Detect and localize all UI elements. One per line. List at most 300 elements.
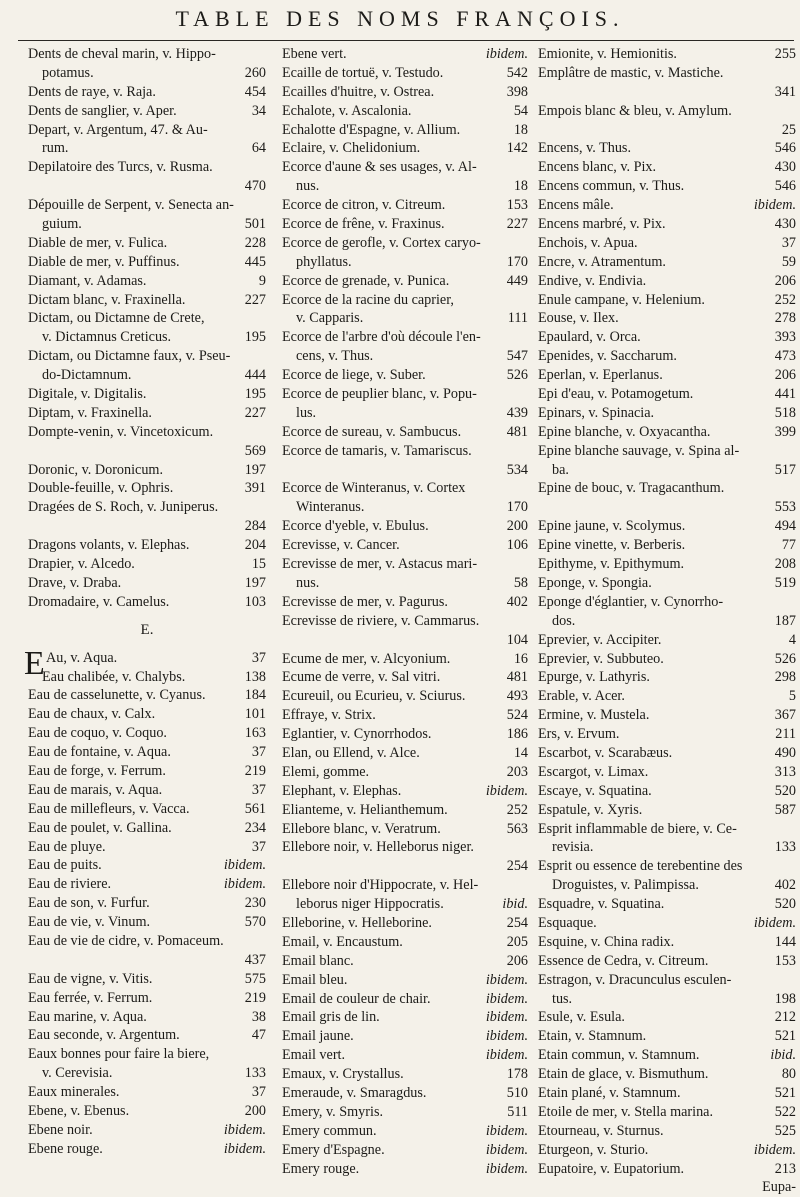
page-number: 391 bbox=[244, 480, 266, 497]
entry-term: Dépouille de Serpent, v. Senecta an- bbox=[28, 197, 234, 214]
entry-term: nus. bbox=[296, 574, 320, 591]
page-number: 481 bbox=[506, 423, 528, 440]
page-number: 80 bbox=[781, 1066, 796, 1083]
index-entry bbox=[28, 461, 266, 480]
index-entry bbox=[28, 555, 266, 574]
entry-term: Eprevier, v. Accipiter. bbox=[538, 631, 662, 648]
index-entry bbox=[282, 45, 528, 64]
index-entry bbox=[28, 932, 266, 951]
entry-term: Esquadre, v. Squatina. bbox=[538, 896, 665, 913]
entry-term: Ecorce de la racine du caprier, bbox=[282, 291, 454, 308]
index-entry bbox=[538, 1084, 796, 1103]
page-number: ibidem. bbox=[485, 1160, 528, 1177]
index-entry bbox=[282, 763, 528, 782]
entry-term: Emplâtre de mastic, v. Mastiche. bbox=[538, 64, 724, 81]
index-entry bbox=[282, 1141, 528, 1160]
entry-term: Drave, v. Draba. bbox=[28, 574, 122, 591]
page-number: 186 bbox=[506, 726, 528, 743]
index-entry bbox=[282, 593, 528, 612]
index-entry bbox=[28, 724, 266, 743]
entry-term: tus. bbox=[552, 990, 573, 1007]
entry-term: Ecailles d'huitre, v. Ostrea. bbox=[282, 83, 435, 100]
entry-term: v. Dictamnus Creticus. bbox=[42, 329, 172, 346]
page-number: 454 bbox=[244, 83, 266, 100]
index-entry bbox=[28, 838, 266, 857]
page-number: 212 bbox=[774, 1009, 796, 1026]
entry-term: Etoile de mer, v. Stella marina. bbox=[538, 1103, 714, 1120]
entry-term: Ecorce de peuplier blanc, v. Popu- bbox=[282, 386, 477, 403]
index-entry bbox=[28, 64, 266, 83]
index-entry bbox=[538, 177, 796, 196]
page-number: 473 bbox=[774, 348, 796, 365]
index-entry bbox=[28, 385, 266, 404]
entry-term: Esquaque. bbox=[538, 914, 597, 931]
page-number: 525 bbox=[774, 1122, 796, 1139]
entry-term: Eau de riviere. bbox=[28, 876, 112, 893]
index-entry bbox=[28, 196, 266, 215]
index-entry bbox=[282, 102, 528, 121]
entry-term: Essence de Cedra, v. Citreum. bbox=[538, 952, 709, 969]
page-number: 144 bbox=[774, 933, 796, 950]
index-entry bbox=[538, 1160, 796, 1179]
page-number: 430 bbox=[774, 159, 796, 176]
index-entry bbox=[282, 990, 528, 1009]
index-entry bbox=[28, 781, 266, 800]
page-number: 153 bbox=[506, 197, 528, 214]
index-column-2 bbox=[282, 45, 528, 1177]
page-number: 198 bbox=[774, 990, 796, 1007]
index-entry bbox=[538, 857, 796, 876]
page-number: 163 bbox=[244, 725, 266, 742]
page-number: 197 bbox=[244, 574, 266, 591]
page-number: 252 bbox=[774, 291, 796, 308]
entry-term: Eupatoire, v. Eupatorium. bbox=[538, 1160, 685, 1177]
page-number: ibidem. bbox=[485, 1047, 528, 1064]
page-number: ibidem. bbox=[485, 782, 528, 799]
page-reference-continuation bbox=[538, 498, 796, 517]
page-number: 393 bbox=[774, 329, 796, 346]
page-number: ibidem. bbox=[485, 990, 528, 1007]
entry-term: Doronic, v. Doronicum. bbox=[28, 461, 164, 478]
entry-term: Diptam, v. Fraxinella. bbox=[28, 404, 152, 421]
entry-term: Ecorce de gerofle, v. Cortex caryo- bbox=[282, 234, 481, 251]
entry-term: Ellebore noir, v. Helleborus niger. bbox=[282, 839, 474, 856]
index-entry bbox=[538, 612, 796, 631]
index-entry bbox=[282, 328, 528, 347]
index-entry bbox=[28, 309, 266, 328]
index-entry bbox=[538, 1141, 796, 1160]
index-entry bbox=[538, 64, 796, 83]
entry-term: Email jaune. bbox=[282, 1028, 354, 1045]
page-number: 570 bbox=[244, 914, 266, 931]
page-number: ibidem. bbox=[485, 971, 528, 988]
index-entry bbox=[538, 404, 796, 423]
page-number: 519 bbox=[774, 574, 796, 591]
entry-term: Ermine, v. Mustela. bbox=[538, 707, 650, 724]
page-number: 234 bbox=[244, 819, 266, 836]
entry-term: Epine de bouc, v. Tragacanthum. bbox=[538, 480, 725, 497]
page-number: 575 bbox=[244, 970, 266, 987]
index-entry bbox=[538, 782, 796, 801]
index-entry bbox=[28, 291, 266, 310]
index-entry bbox=[538, 1103, 796, 1122]
entry-term: Ebene rouge. bbox=[28, 1140, 103, 1157]
index-entry bbox=[282, 196, 528, 215]
entry-term: Digitale, v. Digitalis. bbox=[28, 386, 147, 403]
entry-term: Eau chalibée, v. Chalybs. bbox=[42, 668, 186, 685]
index-entry bbox=[282, 83, 528, 102]
entry-term: Estragon, v. Dracunculus esculen- bbox=[538, 971, 732, 988]
index-entry bbox=[538, 253, 796, 272]
entry-term: E. bbox=[140, 621, 154, 638]
page-number: ibidem. bbox=[223, 1140, 266, 1157]
page-number: 204 bbox=[244, 537, 266, 554]
index-entry bbox=[538, 914, 796, 933]
entry-term: Ecorce de l'arbre d'où découle l'en- bbox=[282, 329, 481, 346]
entry-term: Email blanc. bbox=[282, 952, 354, 969]
index-entry bbox=[538, 291, 796, 310]
page-number: 521 bbox=[774, 1084, 796, 1101]
entry-term: Eau de forge, v. Ferrum. bbox=[28, 762, 166, 779]
page-number: 228 bbox=[244, 234, 266, 251]
page-number: 518 bbox=[774, 404, 796, 421]
index-entry bbox=[538, 45, 796, 64]
index-entry bbox=[28, 1026, 266, 1045]
page-number: 195 bbox=[244, 329, 266, 346]
page-reference-continuation bbox=[28, 951, 266, 970]
index-entry bbox=[282, 442, 528, 461]
page-number: 153 bbox=[774, 952, 796, 969]
entry-term: Dictam, ou Dictamne de Crete, bbox=[28, 310, 205, 327]
page-number: ibidem. bbox=[485, 1009, 528, 1026]
page-number: ibidem. bbox=[753, 914, 796, 931]
index-column-1 bbox=[24, 45, 266, 1157]
index-entry bbox=[282, 177, 528, 196]
page-reference-continuation bbox=[538, 121, 796, 140]
index-entry bbox=[538, 442, 796, 461]
index-entry bbox=[282, 139, 528, 158]
page-reference-continuation bbox=[282, 461, 528, 480]
page-number: 37 bbox=[251, 781, 266, 798]
index-entry bbox=[28, 574, 266, 593]
page-number: 133 bbox=[244, 1065, 266, 1082]
page-number: 526 bbox=[506, 367, 528, 384]
entry-term: Emery d'Espagne. bbox=[282, 1141, 385, 1158]
index-entry bbox=[538, 1008, 796, 1027]
entry-term: Etain plané, v. Stamnum. bbox=[538, 1084, 681, 1101]
index-entry bbox=[28, 347, 266, 366]
page-number: 170 bbox=[506, 253, 528, 270]
index-entry bbox=[28, 894, 266, 913]
page-number: 517 bbox=[774, 461, 796, 478]
entry-term: ba. bbox=[552, 461, 569, 478]
page-number: 437 bbox=[244, 951, 266, 968]
entry-term: Epine blanche, v. Oxyacantha. bbox=[538, 423, 711, 440]
entry-term: Etourneau, v. Sturnus. bbox=[538, 1122, 664, 1139]
index-entry bbox=[28, 498, 266, 517]
entry-term: Eau de casselunette, v. Cyanus. bbox=[28, 687, 206, 704]
entry-term: Drapier, v. Alcedo. bbox=[28, 556, 135, 573]
index-entry bbox=[538, 139, 796, 158]
entry-term: Ecrevisse, v. Cancer. bbox=[282, 537, 400, 554]
page-number: 439 bbox=[506, 404, 528, 421]
index-entry bbox=[538, 158, 796, 177]
index-entry bbox=[538, 990, 796, 1009]
entry-term: Dragons volants, v. Elephas. bbox=[28, 537, 190, 554]
entry-term: Encens marbré, v. Pix. bbox=[538, 216, 666, 233]
page-number: 37 bbox=[251, 744, 266, 761]
index-entry bbox=[28, 1083, 266, 1102]
entry-term: Encens mâle. bbox=[538, 197, 614, 214]
entry-term: Ecorce de liege, v. Suber. bbox=[282, 367, 426, 384]
index-entry bbox=[538, 763, 796, 782]
entry-term: Elephant, v. Elephas. bbox=[282, 782, 402, 799]
entry-term: do-Dictamnum. bbox=[42, 367, 132, 384]
entry-term: Ecorce d'aune & ses usages, v. Al- bbox=[282, 159, 477, 176]
entry-term: Etain commun, v. Stamnum. bbox=[538, 1047, 700, 1064]
entry-term: Ebene noir. bbox=[28, 1121, 93, 1138]
page-number: 561 bbox=[244, 800, 266, 817]
header-rule bbox=[18, 40, 794, 41]
index-entry bbox=[28, 234, 266, 253]
entry-term: Escargot, v. Limax. bbox=[538, 763, 649, 780]
entry-term: Epithyme, v. Epithymum. bbox=[538, 556, 685, 573]
entry-term: nus. bbox=[296, 178, 320, 195]
page-number: 37 bbox=[251, 649, 266, 666]
index-entry bbox=[282, 876, 528, 895]
entry-term: potamus. bbox=[42, 64, 94, 81]
index-entry bbox=[28, 102, 266, 121]
index-entry bbox=[538, 820, 796, 839]
page-number: 367 bbox=[774, 707, 796, 724]
entry-term: Emionite, v. Hemionitis. bbox=[538, 46, 677, 62]
page-number: 227 bbox=[244, 291, 266, 308]
index-entry bbox=[282, 309, 528, 328]
entry-term: Au, v. Aqua. bbox=[46, 649, 118, 666]
index-entry bbox=[538, 196, 796, 215]
page-number: 563 bbox=[506, 820, 528, 837]
index-entry bbox=[282, 706, 528, 725]
entry-term: Eau de vigne, v. Vitis. bbox=[28, 970, 153, 987]
index-entry bbox=[282, 234, 528, 253]
index-entry bbox=[282, 404, 528, 423]
page-number: 170 bbox=[506, 499, 528, 516]
entry-term: Epurge, v. Lathyris. bbox=[538, 669, 650, 686]
index-entry bbox=[538, 461, 796, 480]
entry-term: Ecume de mer, v. Alcyonium. bbox=[282, 650, 451, 667]
entry-term: lus. bbox=[296, 404, 317, 421]
entry-term: v. Cerevisia. bbox=[42, 1065, 113, 1082]
entry-term: Encens commun, v. Thus. bbox=[538, 178, 685, 195]
page-reference-continuation bbox=[28, 177, 266, 196]
entry-term: Encre, v. Atramentum. bbox=[538, 253, 666, 270]
entry-term: guium. bbox=[42, 216, 82, 233]
page-number: 520 bbox=[774, 896, 796, 913]
index-entry bbox=[28, 800, 266, 819]
index-entry bbox=[538, 385, 796, 404]
entry-term: Eponge d'églantier, v. Cynorrho- bbox=[538, 593, 724, 610]
index-entry bbox=[538, 347, 796, 366]
entry-term: Eau de marais, v. Aqua. bbox=[28, 781, 163, 798]
page-number: 211 bbox=[775, 726, 796, 743]
entry-term: Epaulard, v. Orca. bbox=[538, 329, 641, 346]
index-entry bbox=[282, 215, 528, 234]
page-number: 18 bbox=[513, 178, 528, 195]
page-number: 298 bbox=[774, 669, 796, 686]
entry-term: Ecorce de Winteranus, v. Cortex bbox=[282, 480, 466, 497]
index-entry bbox=[28, 158, 266, 177]
index-entry bbox=[538, 1046, 796, 1065]
entry-term: Dromadaire, v. Camelus. bbox=[28, 593, 170, 610]
index-entry bbox=[538, 1065, 796, 1084]
entry-term: Epenides, v. Saccharum. bbox=[538, 348, 677, 365]
index-entry bbox=[28, 593, 266, 612]
entry-term: Epinars, v. Spinacia. bbox=[538, 404, 655, 421]
entry-term: Echalote, v. Ascalonia. bbox=[282, 102, 412, 119]
entry-term: Eau seconde, v. Argentum. bbox=[28, 1027, 180, 1044]
entry-term: Dents de sanglier, v. Aper. bbox=[28, 102, 177, 119]
page-number: 34 bbox=[251, 102, 266, 119]
index-entry bbox=[282, 971, 528, 990]
index-entry bbox=[28, 856, 266, 875]
page-number: 16 bbox=[513, 650, 528, 667]
index-entry bbox=[538, 234, 796, 253]
page-number: 227 bbox=[506, 216, 528, 233]
page-number: ibidem. bbox=[223, 857, 266, 874]
index-entry bbox=[538, 706, 796, 725]
page-number: 14 bbox=[513, 744, 528, 761]
index-entry bbox=[538, 272, 796, 291]
index-entry bbox=[538, 725, 796, 744]
page-number: 64 bbox=[251, 140, 266, 157]
entry-term: Eaux minerales. bbox=[28, 1084, 120, 1101]
page-number: 399 bbox=[774, 423, 796, 440]
page-number: 106 bbox=[506, 537, 528, 554]
page-number: 501 bbox=[244, 216, 266, 233]
page-number: 284 bbox=[244, 518, 266, 535]
page-number: 470 bbox=[244, 178, 266, 195]
entry-term: Droguistes, v. Palimpissa. bbox=[552, 877, 699, 894]
entry-term: Ecrevisse de riviere, v. Cammarus. bbox=[282, 612, 480, 629]
entry-term: Ecume de verre, v. Sal vitri. bbox=[282, 669, 441, 686]
index-entry bbox=[28, 366, 266, 385]
index-entry bbox=[282, 498, 528, 517]
page-number: 104 bbox=[506, 631, 528, 648]
entry-term: Ebene vert. bbox=[282, 46, 347, 62]
page-reference-continuation bbox=[28, 442, 266, 461]
index-entry bbox=[538, 650, 796, 669]
page-number: 490 bbox=[774, 744, 796, 761]
section-letter-heading bbox=[28, 621, 266, 640]
page-number: ibidem. bbox=[485, 1028, 528, 1045]
index-entry bbox=[282, 914, 528, 933]
index-entry bbox=[282, 385, 528, 404]
index-entry bbox=[538, 536, 796, 555]
entry-term: Eau de pluye. bbox=[28, 838, 106, 855]
page-number: 206 bbox=[774, 272, 796, 289]
index-entry bbox=[282, 933, 528, 952]
index-entry bbox=[28, 423, 266, 442]
index-entry bbox=[282, 650, 528, 669]
entry-term: Dompte-venin, v. Vincetoxicum. bbox=[28, 423, 214, 440]
entry-term: Ecorce de frêne, v. Fraxinus. bbox=[282, 216, 445, 233]
entry-term: Emery rouge. bbox=[282, 1160, 360, 1177]
page-number: ibid. bbox=[770, 1047, 796, 1064]
page-number: 184 bbox=[244, 687, 266, 704]
page-number: ibidem. bbox=[753, 197, 796, 214]
entry-term: Epine vinette, v. Berberis. bbox=[538, 537, 686, 554]
index-entry bbox=[28, 328, 266, 347]
entry-term: Diable de mer, v. Fulica. bbox=[28, 234, 168, 251]
entry-term: Ecorce de grenade, v. Punica. bbox=[282, 272, 450, 289]
index-entry bbox=[28, 970, 266, 989]
index-entry bbox=[538, 687, 796, 706]
index-entry bbox=[282, 895, 528, 914]
page-number: 227 bbox=[244, 404, 266, 421]
page-number: 402 bbox=[774, 877, 796, 894]
entry-term: Eau de coquo, v. Coquo. bbox=[28, 725, 167, 742]
entry-term: Depilatoire des Turcs, v. Rusma. bbox=[28, 159, 213, 176]
index-entry bbox=[538, 423, 796, 442]
index-entry bbox=[538, 952, 796, 971]
entry-term: Eau de vie de cidre, v. Pomaceum. bbox=[28, 932, 224, 949]
page-number: 200 bbox=[244, 1102, 266, 1119]
entry-term: Eau de poulet, v. Gallina. bbox=[28, 819, 172, 836]
index-entry bbox=[28, 875, 266, 894]
index-entry bbox=[282, 64, 528, 83]
entry-term: Eouse, v. Ilex. bbox=[538, 310, 619, 327]
index-entry bbox=[538, 1122, 796, 1141]
entry-term: Endive, v. Endivia. bbox=[538, 272, 647, 289]
page-number: 444 bbox=[244, 367, 266, 384]
index-entry bbox=[538, 801, 796, 820]
page-number: 205 bbox=[506, 933, 528, 950]
entry-term: Ellebore noir d'Hippocrate, v. Hel- bbox=[282, 877, 479, 894]
index-entry bbox=[28, 139, 266, 158]
index-entry bbox=[538, 574, 796, 593]
page-number: 230 bbox=[244, 895, 266, 912]
entry-term: Escaye, v. Squatina. bbox=[538, 782, 652, 799]
entry-term: Ers, v. Ervum. bbox=[538, 726, 620, 743]
index-entry bbox=[282, 366, 528, 385]
index-entry bbox=[282, 1122, 528, 1141]
page-number: 187 bbox=[774, 612, 796, 629]
entry-term: Eaux bonnes pour faire la biere, bbox=[28, 1046, 210, 1063]
index-entry bbox=[538, 517, 796, 536]
page-number: 37 bbox=[251, 1084, 266, 1101]
index-entry bbox=[282, 347, 528, 366]
index-entry bbox=[538, 744, 796, 763]
index-entry bbox=[538, 555, 796, 574]
index-entry bbox=[282, 1160, 528, 1179]
page-number: 524 bbox=[506, 707, 528, 724]
entry-term: Encens, v. Thus. bbox=[538, 140, 631, 157]
entry-term: Eau marine, v. Aqua. bbox=[28, 1008, 147, 1025]
entry-term: Echalotte d'Espagne, v. Allium. bbox=[282, 121, 461, 138]
page-number: 520 bbox=[774, 782, 796, 799]
index-entry bbox=[538, 876, 796, 895]
index-entry bbox=[28, 404, 266, 423]
index-entry bbox=[28, 215, 266, 234]
entry-term: Encens blanc, v. Pix. bbox=[538, 159, 657, 176]
entry-term: Esquine, v. China radix. bbox=[538, 933, 675, 950]
entry-term: Eclaire, v. Chelidonium. bbox=[282, 140, 421, 157]
page-number: 441 bbox=[774, 386, 796, 403]
entry-term: Email de couleur de chair. bbox=[282, 990, 431, 1007]
page-number: 103 bbox=[244, 593, 266, 610]
page-number: 197 bbox=[244, 461, 266, 478]
index-entry bbox=[538, 933, 796, 952]
